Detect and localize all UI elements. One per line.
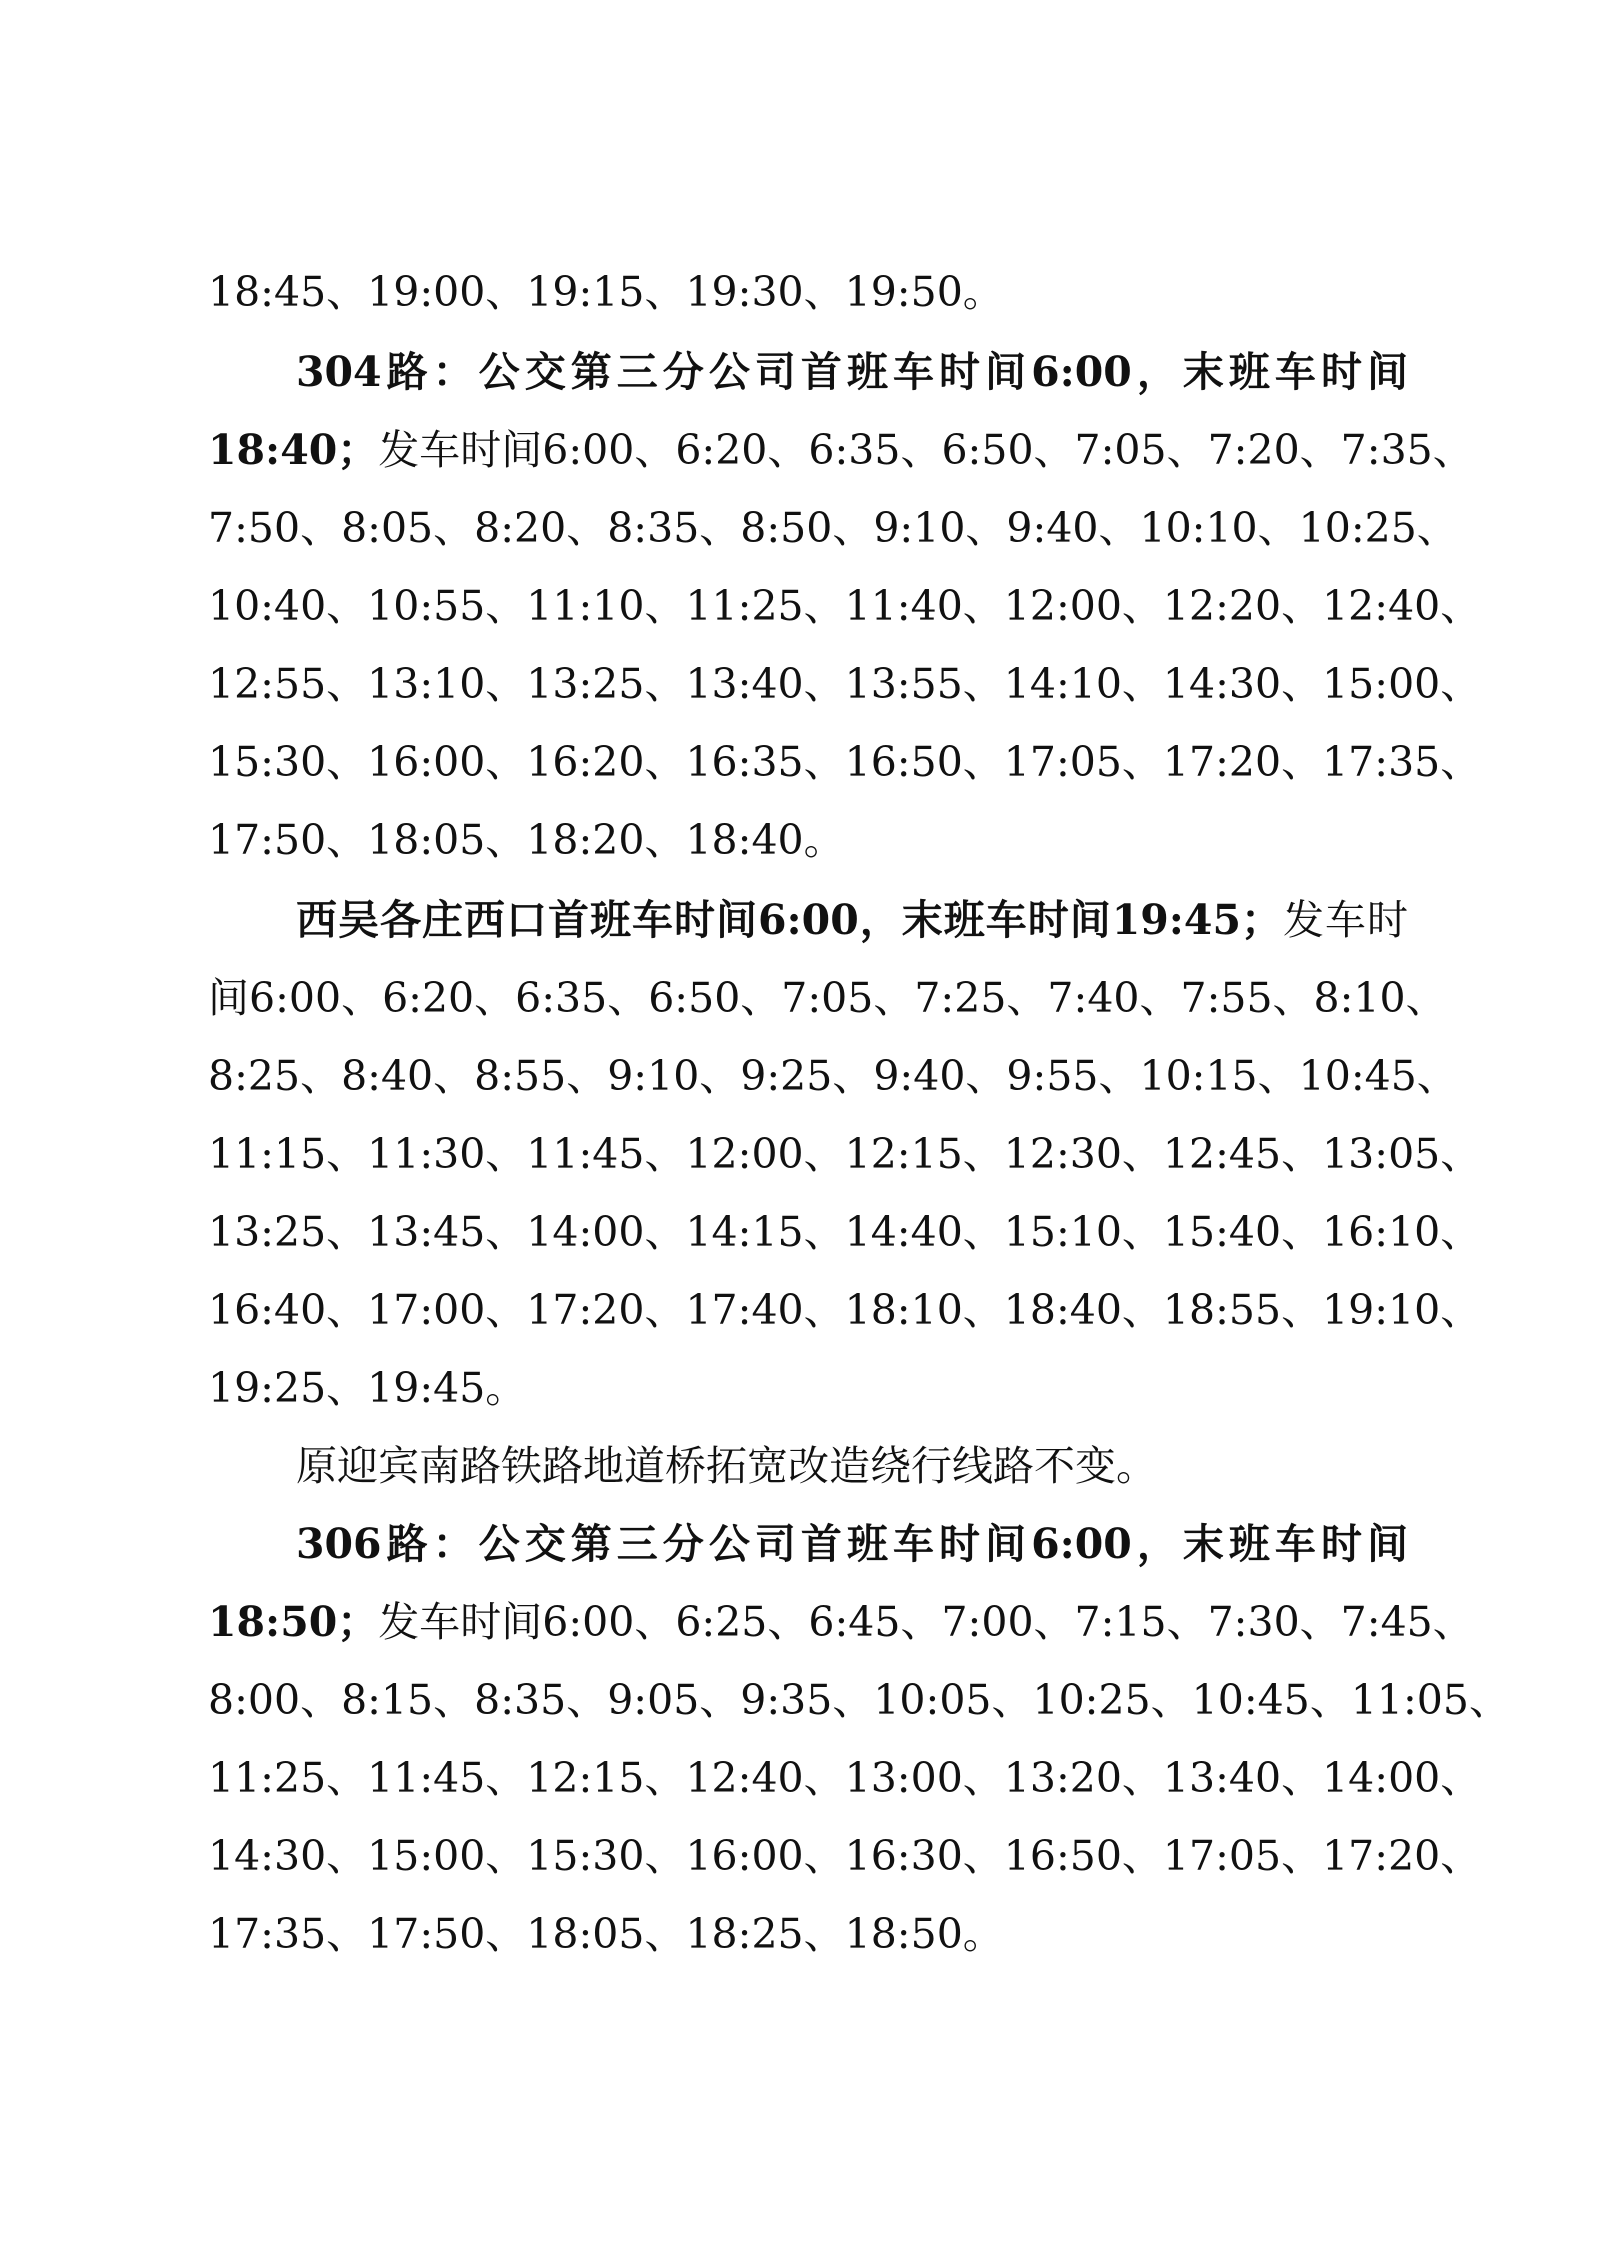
- text-run: 间6:00、6:20、6:35、6:50、7:05、7:25、7:40、7:55、8:10、: [208, 974, 1447, 1022]
- text-line: [208, 1904, 1408, 1964]
- text-line: [208, 1280, 1482, 1340]
- bold-text-run: 18:40；: [208, 426, 379, 474]
- text-line: [208, 576, 1482, 636]
- text-line: [208, 1670, 1510, 1730]
- text-run: 发车时间6:00、6:25、6:45、7:00、7:15、7:30、7:45、: [378, 1598, 1474, 1646]
- bold-text-run: 18:50；: [208, 1598, 379, 1646]
- text-run: 发车时: [1282, 896, 1409, 944]
- text-line: [208, 654, 1482, 714]
- text-line: [296, 342, 1408, 402]
- text-line: [296, 890, 1408, 950]
- text-run: 19:25、19:45。: [208, 1364, 527, 1412]
- text-line: [208, 420, 1474, 480]
- text-run: 17:35、17:50、18:05、18:25、18:50。: [208, 1910, 1004, 1958]
- text-run: 11:15、11:30、11:45、12:00、12:15、12:30、12:45、13:05、: [208, 1130, 1482, 1178]
- text-run: 13:25、13:45、14:00、14:15、14:40、15:10、15:40、16:10、: [208, 1208, 1482, 1256]
- text-run: 原迎宾南路铁路地道桥拓宽改造绕行线路不变。: [296, 1442, 1157, 1490]
- text-line: [208, 262, 1408, 322]
- text-line: [208, 1202, 1482, 1262]
- text-line: [208, 1046, 1458, 1106]
- text-run: 10:40、10:55、11:10、11:25、11:40、12:00、12:20、12:40、: [208, 582, 1482, 630]
- text-line: [296, 1436, 1408, 1496]
- text-run: 15:30、16:00、16:20、16:35、16:50、17:05、17:20、17:35、: [208, 738, 1482, 786]
- text-run: 16:40、17:00、17:20、17:40、18:10、18:40、18:55、19:10、: [208, 1286, 1482, 1334]
- text-run: 11:25、11:45、12:15、12:40、13:00、13:20、13:40、14:00、: [208, 1754, 1482, 1802]
- text-run: 7:50、8:05、8:20、8:35、8:50、9:10、9:40、10:10、10:25、: [208, 504, 1458, 552]
- text-line: [208, 810, 1408, 870]
- text-line: [208, 1124, 1482, 1184]
- bold-text-run: 306路：公交第三分公司首班车时间6:00，末班车时间: [296, 1520, 1408, 1568]
- text-run: 发车时间6:00、6:20、6:35、6:50、7:05、7:20、7:35、: [378, 426, 1474, 474]
- text-run: 14:30、15:00、15:30、16:00、16:30、16:50、17:05、17:20、: [208, 1832, 1482, 1880]
- text-run: 8:25、8:40、8:55、9:10、9:25、9:40、9:55、10:15、10:45、: [208, 1052, 1458, 1100]
- text-line: [208, 1592, 1474, 1652]
- text-line: [208, 968, 1447, 1028]
- text-line: [296, 1514, 1408, 1574]
- text-run: 17:50、18:05、18:20、18:40。: [208, 816, 845, 864]
- text-line: [208, 732, 1482, 792]
- text-line: [208, 498, 1458, 558]
- bold-text-run: 304路：公交第三分公司首班车时间6:00，末班车时间: [296, 348, 1408, 396]
- text-line: [208, 1748, 1482, 1808]
- text-line: [208, 1358, 1408, 1418]
- text-run: 18:45、19:00、19:15、19:30、19:50。: [208, 268, 1004, 316]
- text-run: 8:00、8:15、8:35、9:05、9:35、10:05、10:25、10:45、11:05、: [208, 1676, 1510, 1724]
- bold-text-run: 西吴各庄西口首班车时间6:00，末班车时间19:45；: [296, 896, 1282, 944]
- text-run: 12:55、13:10、13:25、13:40、13:55、14:10、14:30、15:00、: [208, 660, 1482, 708]
- text-line: [208, 1826, 1482, 1886]
